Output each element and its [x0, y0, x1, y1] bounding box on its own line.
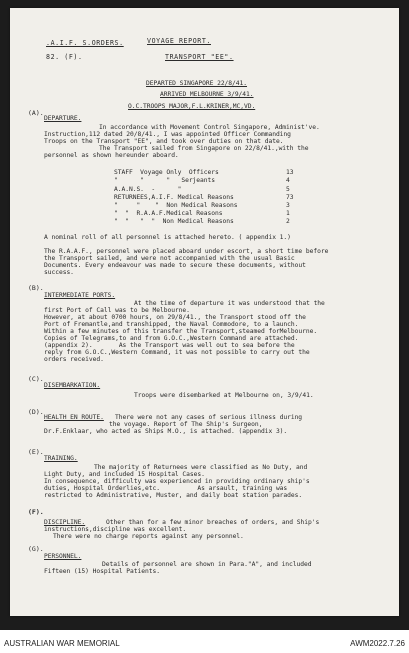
archive-name: AUSTRALIAN WAR MEMORIAL: [4, 639, 120, 648]
section-heading-departure: DEPARTURE.: [44, 115, 82, 122]
training-line: Light Duty, and included 15 Hospital Cases.: [44, 471, 205, 478]
section-mark-a: (A).: [28, 109, 44, 117]
raaf-line: the Transport sailed, and were not accompanied with the usual Basic: [44, 255, 295, 262]
health-line: Dr.F.Enklaar, who acted as Ships M.O., is attached. (appendix 3).: [44, 428, 288, 435]
personnel-row-count: 4: [286, 177, 290, 184]
ports-line: Copies of Telegrams,to and from G.O.C.,Western Command are attached.: [44, 335, 299, 342]
discipline-line: instructions,discipline was excellent.: [44, 526, 187, 533]
document-number: 82. (F).: [46, 53, 83, 61]
discipline-line: Other than for a few minor breaches of orders, and Ship's: [106, 519, 320, 526]
personnel-row-count: 1: [286, 210, 290, 217]
departure-line: Troops on the Transport "EE", and took over duties on that date.: [44, 138, 284, 145]
personnel-row-label: STAFF Voyage Only Officers: [114, 169, 219, 176]
arrived-line: ARRIVED MELBOURNE 3/9/41.: [160, 91, 254, 98]
section-heading-training: TRAINING.: [44, 455, 78, 462]
section-heading-health: HEALTH EN ROUTE.: [44, 414, 104, 421]
personnel-row-label: RETURNEES,A.I.F. Medical Reasons: [114, 194, 234, 201]
departed-line: DEPARTED SINGAPORE 22/8/41.: [146, 80, 248, 87]
personnel-row-label: " " R.A.A.F.Medical Reasons: [114, 210, 223, 217]
personnel-row-count: 13: [286, 169, 294, 176]
document-page: [10, 8, 399, 616]
discipline-line: There were no charge reports against any personnel.: [53, 533, 244, 540]
personnel-line: Fifteen (15) Hospital Patients.: [44, 568, 160, 575]
section-heading-personnel: PERSONNEL.: [44, 553, 82, 560]
section-mark-e: (E).: [28, 448, 44, 456]
section-heading-disembarkation: DISEMBARKATION.: [44, 382, 101, 389]
personnel-row-label: " " " " Non Medical Reasons: [114, 218, 234, 225]
ports-line: first Port of Call was to be Melbourne.: [44, 307, 190, 314]
archive-reference: AWM2022.7.26: [350, 639, 405, 648]
personnel-row-count: 2: [286, 218, 290, 225]
training-line: duties, Hospital Orderlies,etc. As arsault, training was: [44, 485, 288, 492]
ports-line: (appendix 2). As the Transport was well out to sea before the: [44, 342, 295, 349]
ports-line: Within a few minutes of this transfer the Transport,steamed forMelbourne.: [44, 328, 318, 335]
section-heading-discipline: DISCIPLINE.: [44, 519, 86, 526]
departure-line: Instruction,112 dated 20/8/41., I was appointed Officer Commanding: [44, 131, 291, 138]
departure-line: The Transport sailed from Singapore on 22/8/41.,with the: [99, 145, 309, 152]
personnel-row-count: 3: [286, 202, 290, 209]
ports-line: reply from G.O.C.,Western Command, it was not possible to carry out the: [44, 349, 310, 356]
section-mark-g: (G).: [28, 545, 44, 553]
training-line: restricted to Administrative, Muster, and daily boat station parades.: [44, 492, 303, 499]
disembarkation-line: Troops were disembarked at Melbourne on, 3/9/41.: [134, 392, 314, 399]
transport-name: TRANSPORT "EE".: [165, 53, 234, 61]
document-title: VOYAGE REPORT.: [147, 37, 211, 45]
personnel-row-count: 73: [286, 194, 294, 201]
personnel-row-count: 5: [286, 186, 290, 193]
personnel-row-label: " " " Non Medical Reasons: [114, 202, 238, 209]
orders-reference: .A.I.F. S.ORDERS.: [46, 39, 124, 47]
personnel-row-label: " " " Serjeants: [114, 177, 216, 184]
training-line: In consequence, difficulty was experienced in providing ordinary ship's: [44, 478, 310, 485]
departure-line: personnel as shown hereunder aboard.: [44, 152, 179, 159]
training-line: The majority of Returnees were classified as No Duty, and: [94, 464, 308, 471]
section-mark-b: (B).: [28, 284, 44, 292]
health-line: the voyage. Report of The Ship's Surgeon,: [109, 421, 263, 428]
ports-line: At the time of departure it was understood that the: [134, 300, 325, 307]
health-line: There were not any cases of serious illness during: [115, 414, 303, 421]
archive-footer: [0, 630, 409, 653]
ports-line: orders received.: [44, 356, 104, 363]
raaf-line: Documents. Every endeavour was made to secure these documents, without: [44, 262, 306, 269]
ports-line: Port of Fremantle,and transhipped, the Naval Commodore, to a launch.: [44, 321, 299, 328]
raaf-line: The R.A.A.F., personnel were placed aboard under escort, a short time before: [44, 248, 329, 255]
nominal-roll-line: A nominal roll of all personnel is attached hereto. ( appendix 1.): [44, 234, 291, 241]
section-mark-c: (C).: [28, 375, 44, 383]
personnel-row-label: A.A.N.S. - ": [114, 186, 182, 193]
section-heading-intermediate-ports: INTERMEDIATE PORTS.: [44, 292, 116, 299]
ports-line: However, at about 0700 hours, on 29/8/41., the Transport stood off the: [44, 314, 306, 321]
section-mark-f: (F).: [28, 508, 44, 516]
oc-troops-line: O.C.TROOPS MAJOR,F.L.KRINER,MC,VD.: [128, 103, 256, 110]
section-mark-d: (D).: [28, 408, 44, 416]
raaf-line: success.: [44, 269, 74, 276]
departure-line: In accordance with Movement Control Singapore, Administ've.: [99, 124, 320, 131]
personnel-line: Details of personnel are shown in Para."A", and included: [102, 561, 312, 568]
